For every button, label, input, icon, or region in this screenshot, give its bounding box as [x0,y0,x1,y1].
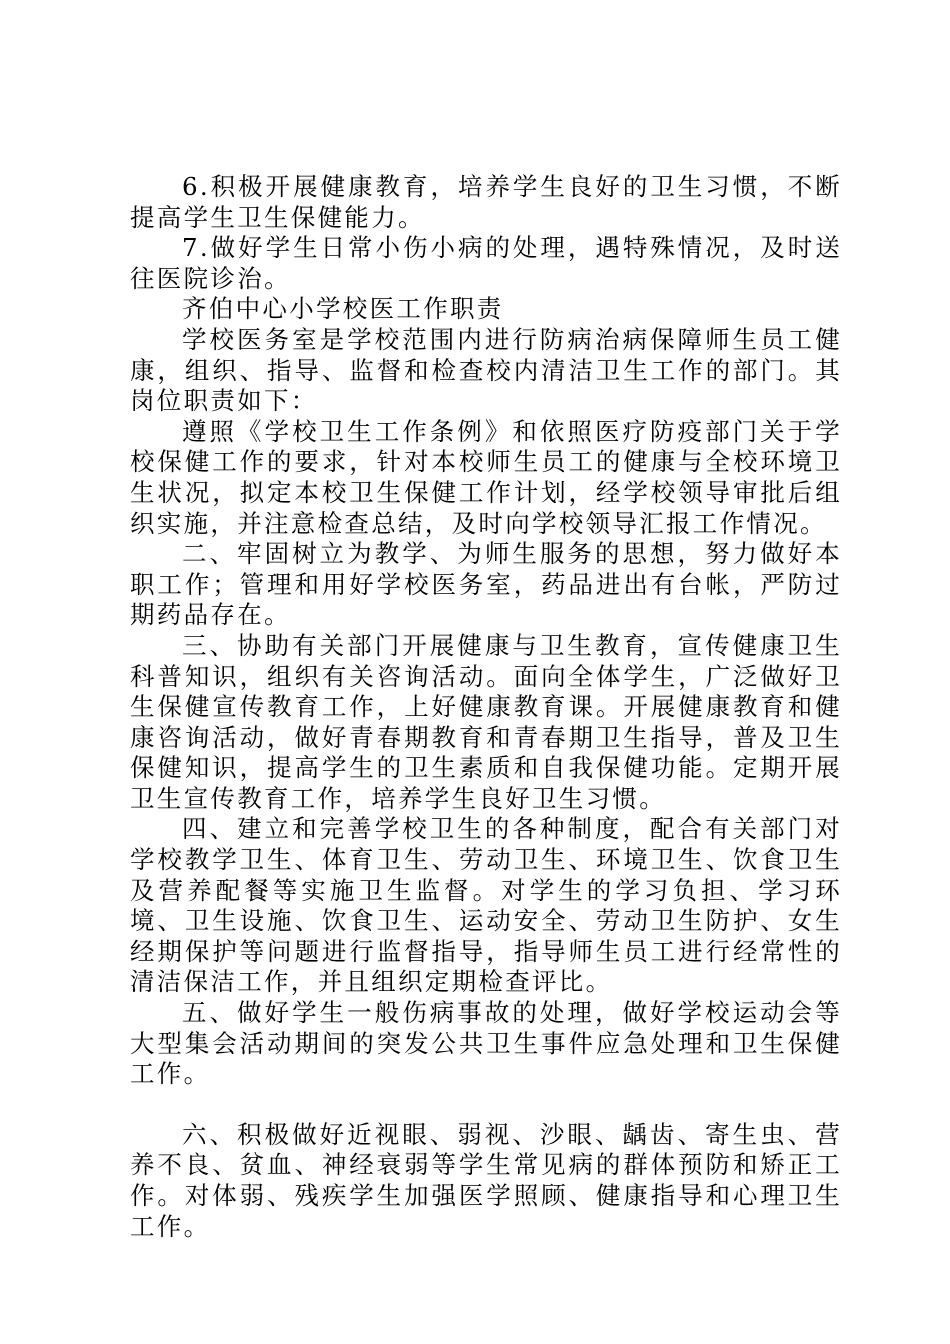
paragraph-duty-6: 六、积极做好近视眼、弱视、沙眼、龋齿、寄生虫、营养不良、贫血、神经衰弱等学生常见病的群体预防和矫正工作。对体弱、残疾学生加强医学照顾、健康指导和心理卫生工作。 [130,1119,842,1241]
paragraph-duty-5: 五、做好学生一般伤病事故的处理，做好学校运动会等大型集会活动期间的突发公共卫生事件应急处理和卫生保健工作。 [130,998,842,1089]
paragraph-duty-1: 遵照《学校卫生工作条例》和依照医疗防疫部门关于学校保健工作的要求，针对本校师生员工的健康与全校环境卫生状况，拟定本校卫生保健工作计划，经学校领导审批后组织实施，并注意检查总结，及时向学校领导汇报工作情况。 [130,416,842,538]
paragraph-duty-3: 三、协助有关部门开展健康与卫生教育，宣传健康卫生科普知识，组织有关咨询活动。面向全体学生，广泛做好卫生保健宣传教育工作，上好健康教育课。开展健康教育和健康咨询活动，做好青春期教育和青春期卫生指导，普及卫生保健知识，提高学生的卫生素质和自我保健功能。定期开展卫生宣传教育工作，培养学生良好卫生习惯。 [130,630,842,813]
paragraph-intro: 学校医务室是学校范围内进行防病治病保障师生员工健康，组织、指导、监督和检查校内清洁卫生工作的部门。其岗位职责如下： [130,324,842,416]
paragraph-duty-2: 二、牢固树立为教学、为师生服务的思想，努力做好本职工作；管理和用好学校医务室，药品进出有台帐，严防过期药品存在。 [130,539,842,630]
paragraph-spacer [130,1090,842,1120]
section-title: 齐伯中心小学校医工作职责 [182,294,504,324]
paragraph-item-7: 7.做好学生日常小伤小病的处理，遇特殊情况，及时送往医院诊治。 [130,233,842,293]
paragraph-duty-4: 四、建立和完善学校卫生的各种制度，配合有关部门对学校教学卫生、体育卫生、劳动卫生、环境卫生、饮食卫生及营养配餐等实施卫生监督。对学生的学习负担、学习环境、卫生设施、饮食卫生、运动安全、劳动卫生防护、女生经期保护等问题进行监督指导，指导师生员工进行经常性的清洁保洁工作，并且组织定期检查评比。 [130,814,842,997]
paragraph-item-6: 6.积极开展健康教育，培养学生良好的卫生习惯，不断提高学生卫生保健能力。 [130,172,842,232]
document-body [130,172,842,1242]
